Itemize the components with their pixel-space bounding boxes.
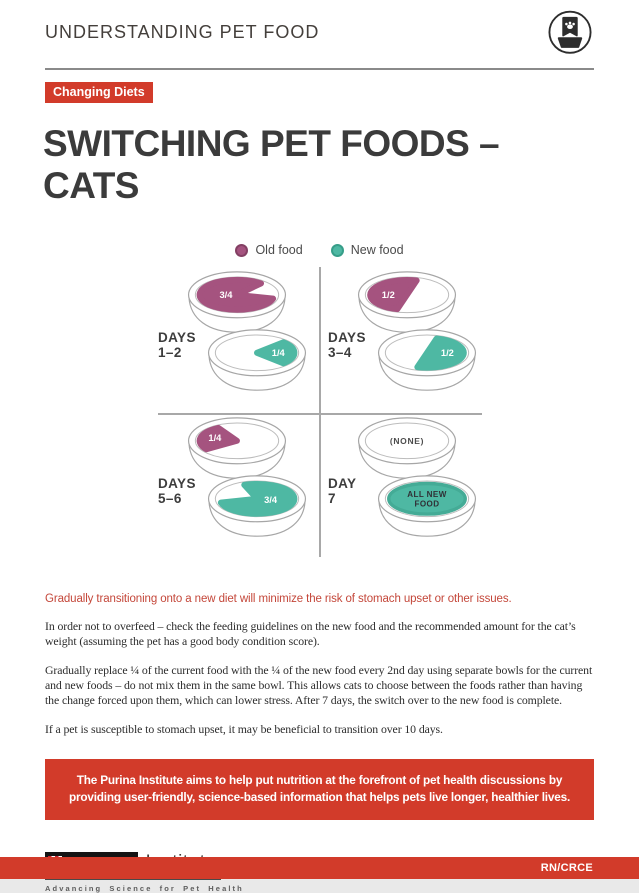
body-paragraph-2: Gradually replace ¼ of the current food with the ¼ of the new food every 2nd day using separate bowls for the current and new foods – do not mix them in the same bowl. This allows cats to choose between the foods rather than having the change forced upon them, which can lower stress. After 7 days, the switch over to the new food is complete. <box>45 663 593 707</box>
logo-tagline: Advancing Science for Pet Health <box>45 883 244 893</box>
footer-bar <box>0 857 639 879</box>
new-portion-label: 3/4 <box>263 495 277 506</box>
old-food-bowl <box>188 272 285 332</box>
quadrant-days-1-2 <box>150 267 320 413</box>
new-portion-label: 1/4 <box>271 347 285 358</box>
purina-institute-callout <box>45 759 594 820</box>
new-food-bowl <box>208 476 305 536</box>
old-portion-label: 1/4 <box>207 432 221 443</box>
new-food-dot-icon <box>331 244 344 257</box>
old-food-bowl <box>188 418 285 478</box>
none-label: (NONE) <box>389 436 424 447</box>
all-new-food-label-line2: FOOD <box>414 499 439 509</box>
header-divider <box>45 68 594 70</box>
header <box>45 0 594 68</box>
legend-new-food-label: New food <box>350 243 404 257</box>
quadrant-range-label: 1–2 <box>157 345 182 360</box>
doc-header-title: UNDERSTANDING PET FOOD <box>45 22 320 42</box>
new-portion-label: 1/2 <box>440 347 454 358</box>
quadrant-days-5-6 <box>150 413 320 559</box>
old-food-bowl <box>358 272 455 332</box>
quadrant-range-label: 7 <box>327 491 336 506</box>
legend-old-food <box>235 243 302 257</box>
category-badge: Changing Diets <box>45 82 153 103</box>
highlight-text: Gradually transitioning onto a new diet will minimize the risk of stomach upset or other issues. <box>45 593 512 605</box>
callout-line-1: The Purina Institute aims to help put nutrition at the forefront of pet health discussions by <box>76 773 563 787</box>
old-portion-label: 1/2 <box>381 289 395 300</box>
new-food-bowl-full <box>378 476 475 536</box>
callout-line-2: providing user-friendly, science-based information that helps pets live longer, healthier lives. <box>68 790 571 804</box>
old-food-bowl-empty <box>358 418 455 478</box>
footer-code: RN/CRCE <box>540 862 593 874</box>
quadrant-range-label: 3–4 <box>327 345 352 360</box>
quadrant-period-label: DAYS <box>157 330 196 345</box>
all-new-food-label-line1: ALL NEW <box>406 490 447 500</box>
quadrant-period-label: DAYS <box>157 476 196 491</box>
quadrant-days-3-4 <box>320 267 490 413</box>
legend-old-food-label: Old food <box>255 243 303 257</box>
quadrant-period-label: DAYS <box>327 330 366 345</box>
quadrant-range-label: 5–6 <box>157 491 182 506</box>
page-title: SWITCHING PET FOODS – CATS <box>43 123 500 206</box>
pet-food-bag-bowl-icon <box>546 10 594 58</box>
quadrant-day-7 <box>320 413 490 559</box>
old-food-dot-icon <box>235 244 248 257</box>
old-portion-label: 3/4 <box>218 290 232 301</box>
quadrant-period-label: DAY <box>327 476 356 491</box>
transition-diagram <box>150 267 490 559</box>
body-paragraph-1: In order not to overfeed – check the feeding guidelines on the new food and the recommended amount for the cat’s weight (assuming the pet has a good body condition score). <box>45 619 576 648</box>
new-food-bowl <box>378 330 475 390</box>
legend-new-food <box>331 243 404 257</box>
legend <box>45 243 594 257</box>
new-food-bowl <box>208 330 305 390</box>
body-paragraph-3: If a pet is susceptible to stomach upset, it may be beneficial to transition over 10 days. <box>45 722 443 736</box>
